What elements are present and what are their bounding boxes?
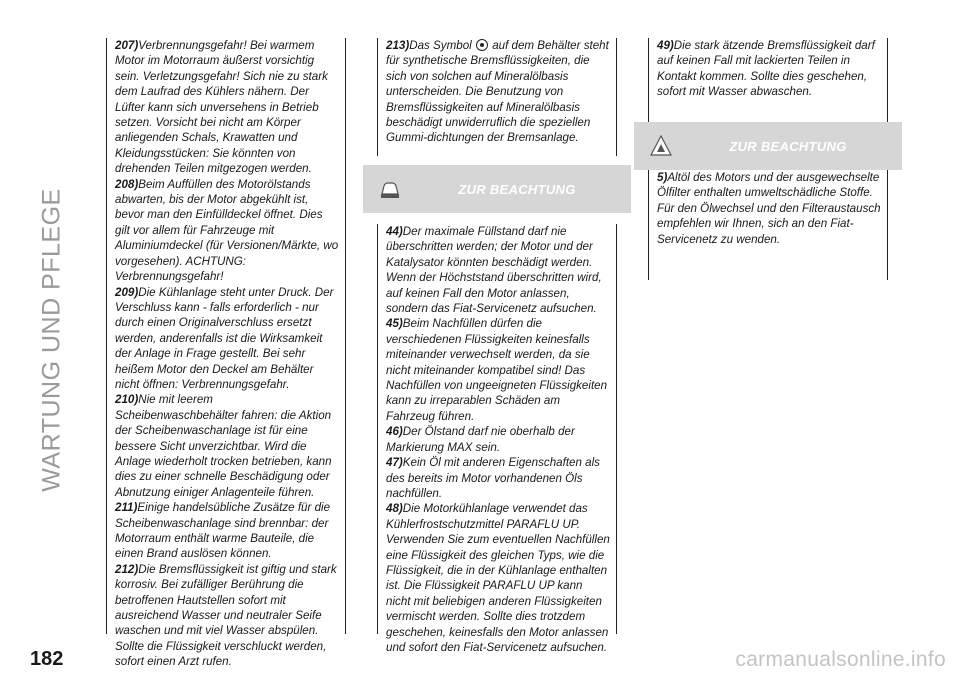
note-209: 209)Die Kühlanlage steht unter Druck. Der Verschluss kann - falls erforderlich - nur durch einen Originalverschluss ersetzt werden, anderenfalls ist die Wirksamkeit der Anlage in Frage gestellt. Bei sehr heißem Motor den Deckel am Behälter nicht öffnen: Verbrennungsgefahr.: [115, 285, 334, 391]
notices-column-2: [377, 224, 617, 654]
notice-47: 47)Kein Öl mit anderen Eigenschaften als des bereits im Motor vorhandenen Öls nachfüllen.: [386, 456, 600, 500]
warnings-column-1: [106, 38, 346, 669]
section-side-title: WARTUNG UND PFLEGE: [37, 188, 66, 492]
note-212: 212)Die Bremsflüssigkeit ist giftig und stark korrosiv. Bei zufälliger Berührung die betroffenen Hautstellen sofort mit ausreichend Wasser und neutraler Seife waschen und mit viel Wasser abspülen. Sollte die Flüssigkeit verschluckt werden, sofort einen Arzt rufen.: [115, 562, 337, 669]
warnings-column-2-top: [377, 38, 617, 156]
brake-fluid-symbol-icon: [476, 39, 488, 51]
note-208: 208)Beim Auffüllen des Motorölstands abwarten, bis der Motor abgekühlt ist, bevor man den Einfülldeckel öffnet. Dies gilt vor allem für Fahrzeuge mit Aluminiumdeckel (für Versionen/Märkte, wo vorgesehen). ACHTUNG: Verbrennungsgefahr!: [115, 177, 339, 284]
note-211: 211)Einige handelsübliche Zusätze für die Scheibenwaschanlage sind brennbar: der Motorraum enthält warme Bauteile, die einen Brand auslösen können.: [115, 501, 331, 561]
notice-label: ZUR BEACHTUNG: [458, 181, 576, 197]
notice-5: 5)Altöl des Motors und der ausgewechselte Ölfilter enthalten umweltschädliche Stoffe. Für den Ölwechsel und den Filteraustausch empfehlen wir Ihnen, sich an den Fiat-Servicenetz zu wenden.: [657, 171, 881, 246]
notice-45: 45)Beim Nachfüllen dürfen die verschiedenen Flüssigkeiten keinesfalls miteinander verwechselt werden, da sie nicht miteinander kompatibel sind! Das Nachfüllen von ungeeigneten Flüssigkeiten kann zu irreparablen Schäden am Fahrzeug führen.: [386, 317, 608, 423]
note-210: 210)Nie mit leerem Scheibenwaschbehälter fahren: die Aktion der Scheibenwaschanlage ist für eine bessere Sicht unverzichtbar. Wird die Anlage wiederholt trocken betrieben, kann dies zu einer schnelle Beschädigung oder Abnutzung einiger Anlagenteile führen.: [115, 393, 332, 499]
watermark: carmanualsonline.info: [735, 648, 946, 671]
note-213: 213)Das Symbol auf dem Behälter steht für synthetische Bremsflüssigkeiten, die sich von solchen auf Mineralölbasis unterscheiden. Die Benutzung von Bremsflüssigkeiten auf Mineralölbasis beschädigt unwiderruflich die speziellen Gummi-dichtungen der Bremsanlage.: [386, 39, 609, 145]
notice-49: 49)Die stark ätzende Bremsflüssigkeit darf auf keinen Fall mit lackierten Teilen in Kontakt kommen. Sollte dies geschehen, sofort mit Wasser abwaschen.: [657, 39, 875, 99]
notice-header-col2: [363, 165, 631, 213]
notice-header-col3: [634, 122, 902, 170]
notice-48: 48)Die Motorkühlanlage verwendet das Kühlerfrostschutzmittel PARAFLU UP. Verwenden Sie zum eventuellen Nachfüllen eine Flüssigkeit des gleichen Typs, wie die Flüssigkeit, die in der Kühlanlage enthalten ist. Die Flüssigkeit PARAFLU UP kann nicht mit beliebigen anderen Flüssigkeiten vermischt werden. Sollte dies trotzdem geschehen, keinesfalls den Motor anlassen und sofort den Fiat-Servicenetz aufsuchen.: [386, 502, 610, 654]
notice-44: 44)Der maximale Füllstand darf nie überschritten werden; der Motor und der Katalysator könnten beschädigt werden. Wenn der Höchststand überschritten wird, auf keinen Fall den Motor anlassen, sondern das Fiat-Servicenetz aufsuchen.: [386, 225, 602, 316]
page-number: 182: [30, 648, 64, 670]
notice-label-2: ZUR BEACHTUNG: [729, 138, 847, 154]
note-207: 207)Verbrennungsgefahr! Bei warmem Motor im Motorraum äußerst vorsichtig sein. Verletzungsgefahr! Sich nie zu stark dem Laufrad des Kühlers nähern. Der Lüfter kann sich unversehens in Betrieb setzen. Vorsicht bei nicht am Körper anliegenden Schals, Krawatten und Kleidungsstücken: Sie könnten von drehenden Teilen mitgezogen werden.: [115, 39, 328, 176]
notice-46: 46)Der Ölstand darf nie oberhalb der Markierung MAX sein.: [386, 425, 575, 454]
car-warning-icon: [377, 176, 403, 202]
environment-warning-icon: [648, 133, 674, 159]
notices-column-3-bottom: [648, 170, 888, 280]
